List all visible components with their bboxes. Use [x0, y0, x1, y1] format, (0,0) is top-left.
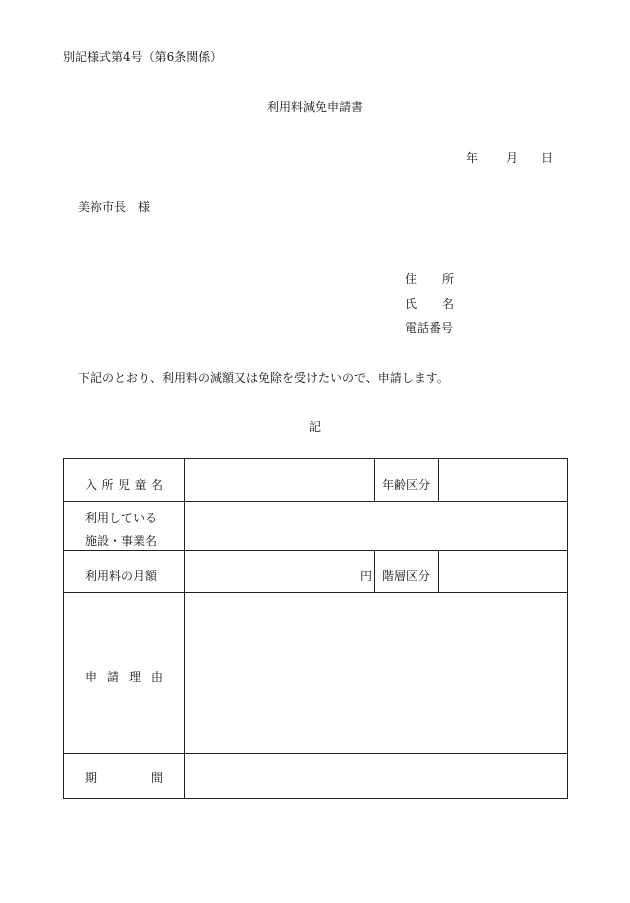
label-char: 間: [150, 771, 163, 785]
table-row-divider: [64, 501, 567, 502]
name-label-char: 名: [441, 297, 454, 311]
table-row-divider: [64, 592, 567, 593]
ki-heading: 記: [308, 420, 321, 434]
date-year-label: 年: [466, 151, 479, 165]
period-field[interactable]: [194, 759, 559, 793]
name-label-char: 氏: [405, 297, 418, 311]
label-char: 童: [134, 478, 147, 492]
phone-label: [405, 322, 454, 334]
facility-field[interactable]: [194, 507, 559, 545]
income-bracket-label: 階層区分: [382, 569, 431, 583]
label-char: 申: [85, 670, 98, 684]
label-char: 期: [85, 771, 98, 785]
table-row-divider: [64, 753, 567, 754]
address-label-char: 住: [405, 272, 418, 286]
request-statement: 下記のとおり、利用料の減額又は免除を受けたいので、申請します。: [78, 371, 449, 385]
document-title: 利用料減免申請書: [266, 100, 363, 114]
table-column-divider: [438, 550, 439, 592]
reason-label: [85, 671, 163, 683]
yen-unit: 円: [360, 569, 373, 583]
facility-label-line2: 施設・事業名: [85, 534, 158, 548]
label-char: 請: [106, 670, 119, 684]
monthly-fee-label: 利用料の月額: [85, 569, 158, 583]
label-char: 名: [150, 478, 163, 492]
label-char: 児: [117, 478, 130, 492]
age-category-field[interactable]: [444, 465, 562, 495]
form-reference: 別記様式第4号（第6条関係）: [63, 50, 223, 64]
income-bracket-field[interactable]: [444, 556, 562, 586]
child-name-field[interactable]: [194, 465, 369, 495]
reason-field[interactable]: [194, 599, 559, 747]
addressee: 美祢市長 様: [78, 200, 151, 214]
facility-label-line1: 利用している: [85, 511, 158, 525]
table-column-divider: [438, 459, 439, 501]
address-label-char: 所: [441, 272, 454, 286]
label-char: 理: [128, 670, 141, 684]
phone-label-text: 電話番号: [405, 321, 454, 335]
label-char: 所: [101, 478, 114, 492]
label-char: 由: [150, 670, 163, 684]
name-label: [405, 298, 454, 310]
table-label-column-divider: [184, 459, 185, 798]
address-label: [405, 273, 454, 285]
application-table: [63, 458, 568, 799]
period-label: [85, 772, 163, 784]
child-name-label: [85, 479, 163, 491]
label-char: 入: [85, 478, 98, 492]
monthly-fee-field[interactable]: [194, 556, 354, 586]
age-category-label: 年齢区分: [382, 478, 431, 492]
date-day-label: 日: [541, 151, 554, 165]
table-row-divider: [64, 550, 567, 551]
table-column-divider: [374, 459, 375, 501]
table-column-divider: [374, 550, 375, 592]
date-month-label: 月: [506, 151, 519, 165]
